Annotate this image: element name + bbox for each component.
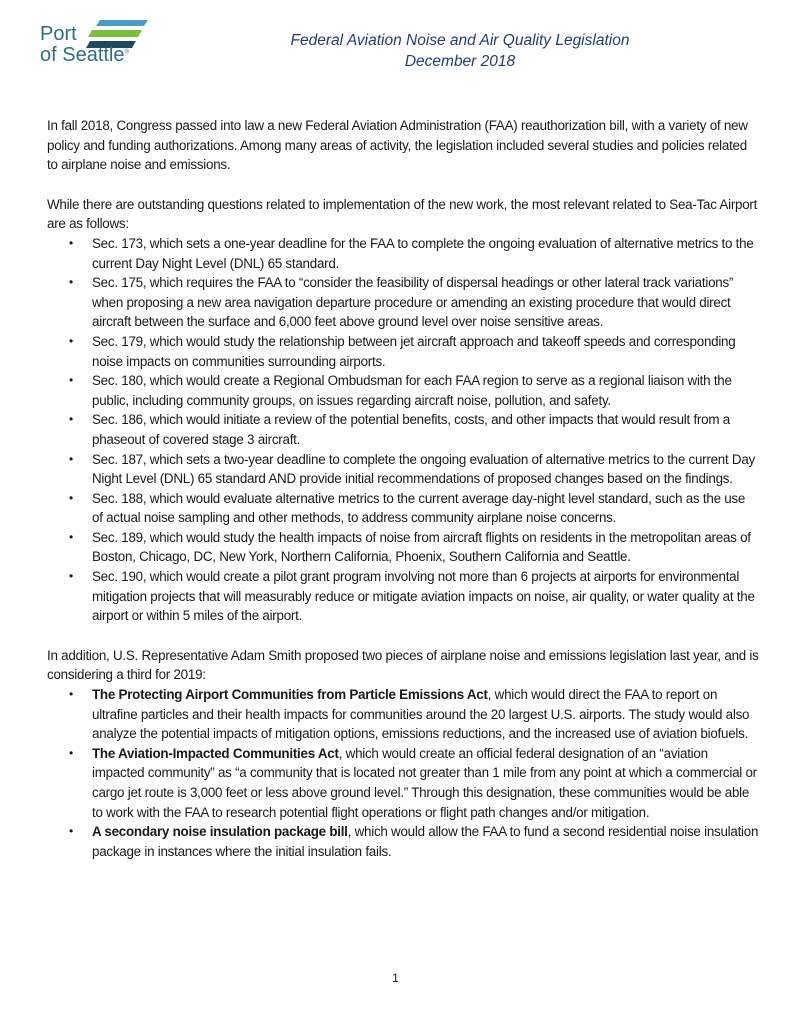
bill-description: , which would create an official federal designation of an “aviation impacted community” as “a community that is located not greater than 1 mile from any point at which a commercial or cargo jet route is 3,000 feet or less above ground level.” Through this designation, these communities would be able to work with the FAA to research potential flight operations or flight path changes and/or mitigation.: [92, 745, 757, 820]
list-item: [47, 822, 759, 861]
section-description: , which sets a one-year deadline for the FAA to complete the ongoing evaluation of alternative metrics to the current Day Night Level (DNL) 65 standard.: [92, 235, 754, 271]
section-number: Sec. 189: [92, 529, 143, 545]
logo-text-seattle: [40, 45, 129, 65]
list-item: [47, 234, 759, 273]
section-number: Sec. 188: [92, 490, 143, 506]
list-item: [47, 371, 759, 410]
port-of-seattle-logo: [38, 18, 150, 70]
section-description: , which would initiate a review of the potential benefits, costs, and other impacts that would result from a phaseout of covered stage 3 aircraft.: [92, 412, 730, 447]
bullet-icon: •: [69, 333, 73, 348]
logo-text-port: Port: [40, 23, 77, 45]
section-description: , which would create a Regional Ombudsman for each FAA region to serve as a regional liaison with the public, including community groups, on issues regarding aircraft noise, pollution, and safety.: [92, 373, 732, 408]
bullet-icon: •: [69, 373, 73, 388]
bullet-icon: •: [69, 745, 73, 760]
bullet-icon: •: [69, 412, 73, 427]
section-description: , which would study the relationship between jet aircraft approach and takeoff speeds and corresponding noise impacts on communities surrounding airports.: [92, 333, 736, 369]
section-number: Sec. 180: [92, 373, 143, 389]
list-item: [47, 332, 759, 371]
smith-paragraph: In addition, U.S. Representative Adam Smith proposed two pieces of airplane noise and emissions legislation last year, and is considering a third for 2019:: [47, 647, 759, 683]
bullet-icon: •: [69, 235, 73, 250]
smith-bills-list: [47, 685, 759, 861]
list-item: [47, 410, 759, 449]
bill-title: The Protecting Airport Communities from Particle Emissions Act: [92, 687, 488, 703]
section-number: Sec. 173: [92, 235, 143, 251]
bill-title: A secondary noise insulation package bill: [92, 824, 348, 840]
section-number: Sec. 190: [92, 569, 143, 585]
faa-sections-list: [47, 234, 759, 626]
list-item: [47, 567, 759, 626]
bullet-icon: •: [69, 569, 73, 584]
list-item: [47, 273, 759, 332]
bullet-icon: •: [69, 824, 73, 839]
list-item: [47, 489, 759, 528]
document-title: [200, 30, 720, 72]
logo-seattle-text: of Seattle: [40, 44, 125, 66]
section-number: Sec. 186: [92, 412, 143, 428]
title-line-1: Federal Aviation Noise and Air Quality Legislation: [290, 32, 630, 49]
bill-description: , which would direct the FAA to report on ultrafine particles and their health impacts for communities around the 20 largest U.S. airports. The study would also analyze the potential impacts of mitigation options, emissions reductions, and the increased use of aviation biofuels.: [92, 687, 750, 742]
list-item: [47, 450, 759, 489]
document-body: [47, 116, 759, 861]
list-item: [47, 528, 759, 567]
title-date: December 2018: [404, 53, 516, 70]
section-number: Sec. 179: [92, 333, 143, 349]
list-item: [47, 744, 759, 822]
section-description: , which would evaluate alternative metrics to the current average day-night level standard, such as the use of actual noise sampling and other methods, to address community airplane noise concerns.: [92, 490, 746, 526]
section-description: , which would study the health impacts of noise from aircraft flights on residents in the metropolitan areas of Boston, Chicago, DC, New York, Northern California, Phoenix, Southern California and Seattle.: [92, 529, 751, 565]
section-description: , which sets a two-year deadline to complete the ongoing evaluation of alternative metrics to the current Day Night Level (DNL) 65 standard AND provide initial recommendations of proposed changes based on the findings.: [92, 451, 755, 487]
intro-paragraph: In fall 2018, Congress passed into law a new Federal Aviation Administration (FAA) reauthorization bill, with a variety of new policy and funding authorizations. Among many areas of activity, the legislation included several studies and policies related to airplane noise and emissions.: [47, 118, 748, 173]
bill-title: The Aviation-Impacted Communities Act: [92, 745, 339, 761]
section-number: Sec. 187: [92, 451, 143, 467]
section-description: , which requires the FAA to “consider the feasibility of dispersal headings or other lateral track variations” when proposing a new area navigation departure procedure or amending an existing procedure that would direct aircraft between the surface and 6,000 feet above ground level over noise sensitive areas.: [92, 275, 734, 330]
page-number: 1: [392, 971, 399, 985]
bullet-icon: •: [69, 490, 73, 505]
registered-mark: ®: [124, 49, 129, 56]
bullet-icon: •: [69, 275, 73, 290]
bill-description: , which would allow the FAA to fund a second residential noise insulation package in instances where the initial insulation fails.: [92, 824, 759, 859]
relevance-paragraph: While there are outstanding questions related to implementation of the new work, the most relevant related to Sea-Tac Airport are as follows:: [47, 196, 758, 232]
bullet-icon: •: [69, 529, 73, 544]
bullet-icon: •: [69, 451, 73, 466]
bullet-icon: •: [69, 687, 73, 702]
list-item: [47, 685, 759, 744]
section-description: , which would create a pilot grant program involving not more than 6 projects at airports for environmental mitigation projects that will measurably reduce or mitigate aviation impacts on noise, air quality, or water quality at the airport or within 5 miles of the airport.: [92, 569, 755, 624]
section-number: Sec. 175: [92, 275, 143, 291]
